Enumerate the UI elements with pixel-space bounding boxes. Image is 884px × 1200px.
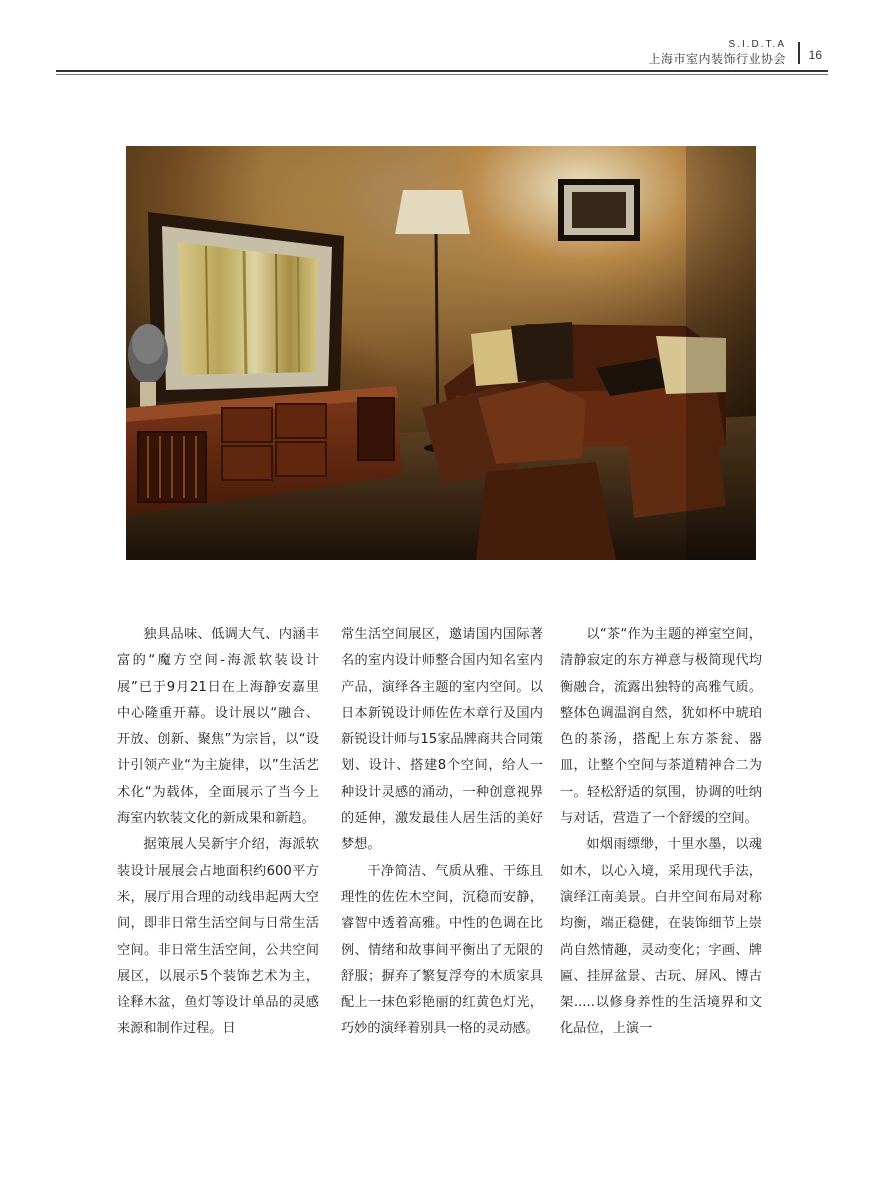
text-column-3 [560, 622, 762, 1043]
paragraph-continued: 常生活空间展区，邀请国内国际著名的室内设计师整合国内知名室内产品，演绎各主题的室内空间。以日本新锐设计师佐佐木章行及国内新锐设计师与15家品牌商共合同策划、设计、搭建8个空间，给人一种设计灵感的涌动，一种创意视界的延伸，激发最佳人居生活的美好梦想。 [341, 627, 543, 853]
paragraph: 据策展人吴新宇介绍，海派软装设计展展会占地面积约600平方米，展厅用合理的动线串起两大空间，即非日常生活空间与日常生活空间。非日常生活空间，公共空间展区，以展示5个装饰艺术为主，诠释木盆，鱼灯等设计单品的灵感来源和制作过程。日 [117, 837, 319, 1037]
feature-photo [126, 146, 756, 560]
publisher-abbreviation: S.I.D.T.A [728, 39, 786, 50]
publisher-name: 上海市室内装饰行业协会 [648, 52, 786, 66]
header-separator [798, 42, 800, 64]
header-rule-thin [56, 74, 828, 75]
text-column-1 [117, 622, 319, 1043]
paragraph: 干净简洁、气质从雅、干练且理性的佐佐木空间，沉稳而安静，睿智中透着高雅。中性的色调在比例、情绪和故事间平衡出了无限的舒服；摒弃了繁复浮夸的木质家具配上一抹色彩艳丽的红黄色灯光，巧妙的演绎着别具一格的灵动感。 [341, 863, 543, 1037]
publisher-label [648, 40, 786, 65]
paragraph: 以“茶“作为主题的禅室空间，清静寂定的东方禅意与极简现代均衡融合，流露出独特的高雅气质。整体色调温润自然，犹如杯中琥珀色的茶汤，搭配上东方茶瓮、器皿，让整个空间与茶道精神合二为一。轻松舒适的氛围，协调的吐纳与对话，营造了一个舒缓的空间。 [560, 627, 762, 827]
page-number: 16 [808, 48, 822, 62]
living-room-illustration [126, 146, 756, 560]
paragraph: 如烟雨缥缈，十里水墨，以魂如木，以心入境，采用现代手法，演绎江南美景。白井空间布局对称均衡，端正稳健，在装饰细节上崇尚自然情趣，灵动变化；字画、牌匾、挂屏盆景、古玩、屏风、博古架.....以修身养性的生活境界和文化品位，上演一 [560, 837, 762, 1037]
text-column-2 [341, 622, 543, 1043]
header-rule-thick [56, 70, 828, 72]
paragraph: 独具品味、低调大气、内涵丰富的“魔方空间-海派软装设计展”已于9月21日在上海静安嘉里中心隆重开幕。设计展以“融合、开放、创新、聚焦”为宗旨，以“设计引领产业“为主旋律，以”生活艺术化“为载体，全面展示了当今上海室内软装文化的新成果和新趋。 [117, 627, 319, 827]
page-header [56, 40, 828, 74]
